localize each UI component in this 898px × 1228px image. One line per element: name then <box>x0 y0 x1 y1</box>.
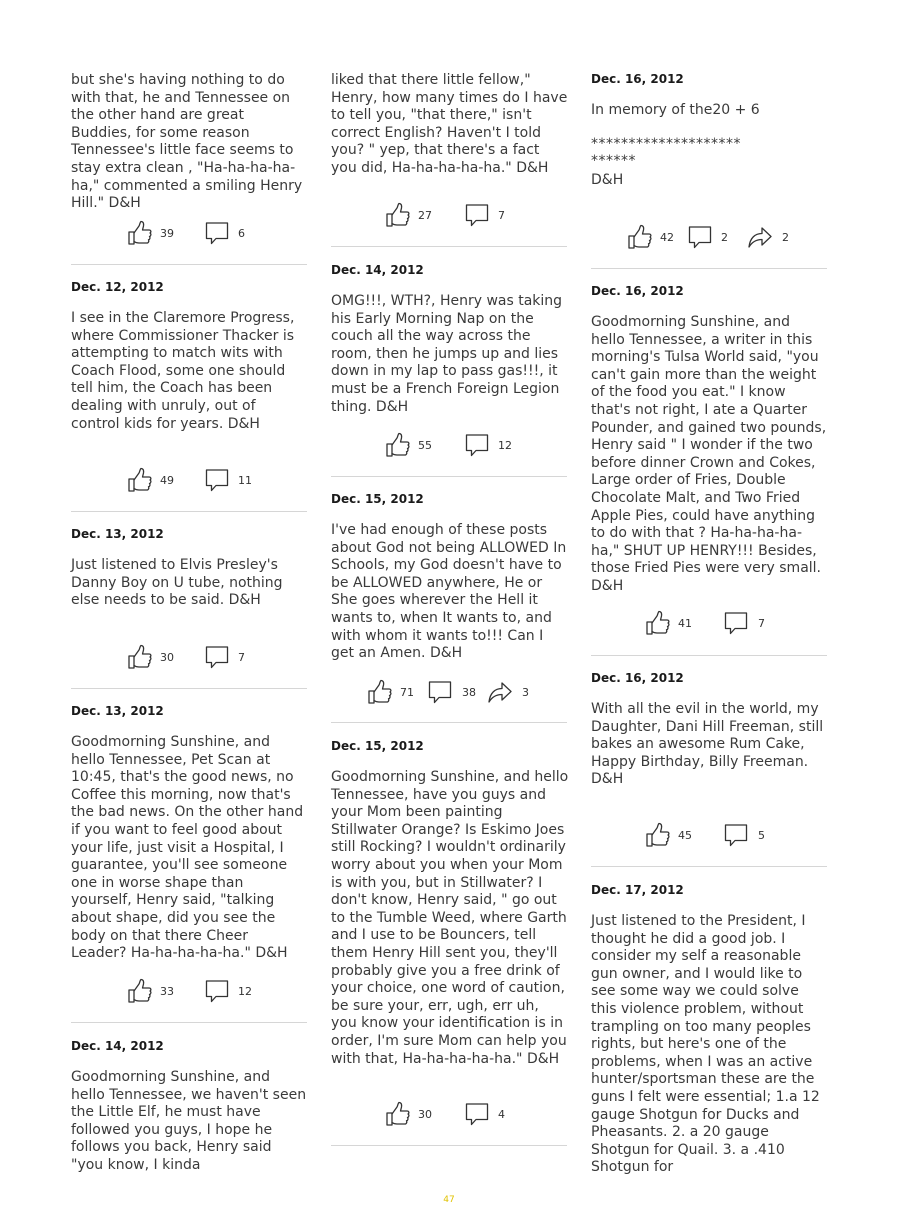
comment-icon[interactable] <box>464 202 490 228</box>
comment-icon[interactable] <box>464 1101 490 1127</box>
post-date: Dec. 14, 2012 <box>71 1039 164 1053</box>
post-date: Dec. 14, 2012 <box>331 263 424 277</box>
post-date: Dec. 15, 2012 <box>331 739 424 753</box>
like-count: 30 <box>160 651 174 664</box>
post-text: Just listened to the President, I thought he did a good job. I consider my self a reasonable gun owner, and I would like to see some way we could solve this violence problem, without trampling on too many peoples rights, but here's one of the problems, when I was an active hunter/sportsman these are the guns I felt were essential; 1.a 12 gauge Shotgun for Ducks and Pheasants. 2. a 20 gauge Shotgun for Quail. 3. a .410 Shotgun for <box>591 913 820 1176</box>
comment-count: 5 <box>758 829 765 842</box>
post-text: I see in the Claremore Progress, where Commissioner Thacker is attempting to match wits with Coach Flood, some one should tell him, the Coach has been dealing with unruly, out of control kids for years. D&H <box>71 310 295 432</box>
post-text: OMG!!!, WTH?, Henry was taking his Early Morning Nap on the couch all the way across the room, then he jumps up and lies down in my lap to pass gas!!!, it must be a French Foreign Legion thing. D&H <box>331 293 563 415</box>
comment-count: 12 <box>238 985 252 998</box>
comment-count: 7 <box>758 617 765 630</box>
post-text: D&H <box>591 172 624 188</box>
like-icon[interactable] <box>127 220 153 246</box>
post-text: but she's having nothing to do with that, he and Tennessee on the other hand are great Buddies, for some reason Tennessee's little face seems to stay extra clean , "Ha-ha-ha-ha-ha," commented a smiling Henry Hill." D&H <box>71 72 303 212</box>
divider <box>71 688 307 689</box>
comment-count: 12 <box>498 439 512 452</box>
post-text: ****** <box>591 153 636 169</box>
like-icon[interactable] <box>385 1101 411 1127</box>
divider <box>71 511 307 512</box>
divider <box>331 722 567 723</box>
like-icon[interactable] <box>127 467 153 493</box>
comment-icon[interactable] <box>723 610 749 636</box>
comment-count: 7 <box>238 651 245 664</box>
post-text: Goodmorning Sunshine, and hello Tennessee, a writer in this morning's Tulsa World said, "you can't gain more than the weight of the food you eat." I know that's not right, I ate a Quarter Pounder, and gained two pounds, Henry said " I wonder if the two before dinner Crown and Cokes, Large order of Fries, Double Chocolate Malt, and Two Fried Apple Pies, could have anything to do with that ? Ha-ha-ha-ha-ha," SHUT UP HENRY!!! Besides, those Fried Pies were very small. D&H <box>591 314 827 594</box>
comment-icon[interactable] <box>204 467 230 493</box>
comment-count: 4 <box>498 1108 505 1121</box>
post-text: Goodmorning Sunshine, and hello Tennessee, have you guys and your Mom been painting Stillwater Orange? Is Eskimo Joes still Rocking? I wouldn't ordinarily worry about you when your Mom is with you, but in Stillwater? I don't know, Henry said, " go out to the Tumble Weed, where Garth and I use to be Bouncers, tell them Henry Hill sent you, they'll probably give you a free drink of your choice, one word of caution, be sure your, err, ugh, err uh, you know your identification is in order, I'm sure Mom can help you with that, Ha-ha-ha-ha-ha." D&H <box>331 769 569 1067</box>
post-text: Just listened to Elvis Presley's Danny Boy on U tube, nothing else needs to be said. D&H <box>71 557 283 609</box>
like-count: 39 <box>160 227 174 240</box>
divider <box>591 655 827 656</box>
like-count: 33 <box>160 985 174 998</box>
like-count: 49 <box>160 474 174 487</box>
like-count: 42 <box>660 231 674 244</box>
divider <box>591 268 827 269</box>
divider <box>331 476 567 477</box>
post-text: In memory of the20 + 6 <box>591 102 760 118</box>
like-icon[interactable] <box>385 202 411 228</box>
like-count: 55 <box>418 439 432 452</box>
share-icon[interactable] <box>747 224 773 250</box>
comment-icon[interactable] <box>204 978 230 1004</box>
comment-icon[interactable] <box>464 432 490 458</box>
post-date: Dec. 13, 2012 <box>71 527 164 541</box>
comment-icon[interactable] <box>687 224 713 250</box>
comment-icon[interactable] <box>204 644 230 670</box>
post-text: ******************** <box>591 136 741 152</box>
like-icon[interactable] <box>127 978 153 1004</box>
comment-count: 2 <box>721 231 728 244</box>
comment-count: 6 <box>238 227 245 240</box>
post-text: With all the evil in the world, my Daughter, Dani Hill Freeman, still bakes an awesome Rum Cake, Happy Birthday, Billy Freeman. D&H <box>591 701 824 788</box>
post-date: Dec. 17, 2012 <box>591 883 684 897</box>
comment-icon[interactable] <box>204 220 230 246</box>
comment-count: 11 <box>238 474 252 487</box>
share-count: 3 <box>522 686 529 699</box>
like-count: 41 <box>678 617 692 630</box>
divider <box>591 866 827 867</box>
like-icon[interactable] <box>627 224 653 250</box>
comment-count: 7 <box>498 209 505 222</box>
like-count: 71 <box>400 686 414 699</box>
comment-icon[interactable] <box>723 822 749 848</box>
like-icon[interactable] <box>645 822 671 848</box>
post-text: Goodmorning Sunshine, and hello Tennessee, Pet Scan at 10:45, that's the good news, no Coffee this morning, now that's the bad news. On the other hand if you want to feel good about your life, just visit a Hospital, I guarantee, you'll see someone one in worse shape than yourself, Henry said, "talking about shape, did you see the body on that there Cheer Leader? Ha-ha-ha-ha-ha." D&H <box>71 734 304 962</box>
like-icon[interactable] <box>645 610 671 636</box>
page-number: 47 <box>443 1195 455 1205</box>
like-count: 30 <box>418 1108 432 1121</box>
post-text: liked that there little fellow," Henry, how many times do I have to tell you, "that there," isn't correct English? Haven't I told you? " yep, that there's a fact you did, Ha-ha-ha-ha-ha." D&H <box>331 72 568 176</box>
post-date: Dec. 16, 2012 <box>591 72 684 86</box>
like-icon[interactable] <box>367 679 393 705</box>
share-count: 2 <box>782 231 789 244</box>
post-text: I've had enough of these posts about God not being ALLOWED In Schools, my God doesn't have to be ALLOWED anywhere, He or She goes wherever the Hell it wants to, when It wants to, and with whom it wants to!!! Can I get an Amen. D&H <box>331 522 567 662</box>
comment-icon[interactable] <box>427 679 453 705</box>
like-count: 27 <box>418 209 432 222</box>
like-icon[interactable] <box>385 432 411 458</box>
share-icon[interactable] <box>487 679 513 705</box>
divider <box>331 1145 567 1146</box>
post-date: Dec. 12, 2012 <box>71 280 164 294</box>
divider <box>71 264 307 265</box>
comment-count: 38 <box>462 686 476 699</box>
post-date: Dec. 16, 2012 <box>591 671 684 685</box>
post-text: Goodmorning Sunshine, and hello Tennessee, we haven't seen the Little Elf, he must have followed you guys, I hope he follows you back, Henry said "you know, I kinda <box>71 1069 307 1173</box>
divider <box>71 1022 307 1023</box>
like-count: 45 <box>678 829 692 842</box>
divider <box>331 246 567 247</box>
post-date: Dec. 16, 2012 <box>591 284 684 298</box>
like-icon[interactable] <box>127 644 153 670</box>
post-date: Dec. 15, 2012 <box>331 492 424 506</box>
post-date: Dec. 13, 2012 <box>71 704 164 718</box>
